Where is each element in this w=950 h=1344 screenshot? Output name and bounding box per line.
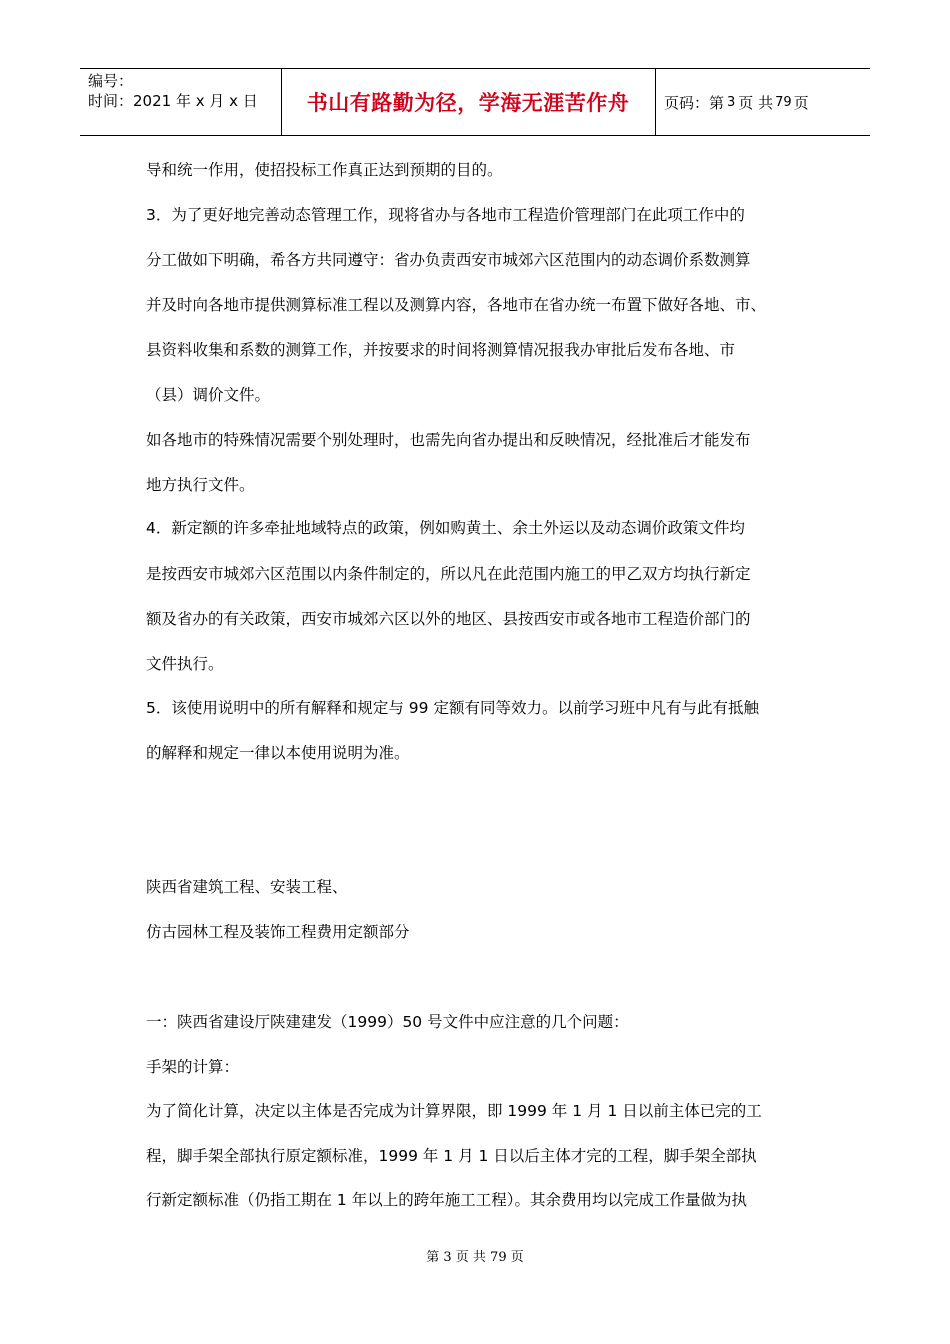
header-meta [80, 69, 281, 135]
document-date: 时间：2021 年 x 月 x 日 [88, 92, 258, 110]
page-label: 页码：第 [664, 93, 725, 112]
body-line: 地方执行文件。 [146, 476, 255, 494]
body-line: 导和统一作用，使招投标工作真正达到预期的目的。 [146, 161, 503, 179]
body-line: 并及时向各地市提供测算标准工程以及测算内容，各地市在省办统一布置下做好各地、市、 [146, 296, 767, 314]
page-mid-label: 页 共 [738, 93, 774, 112]
body-line: 5．该使用说明中的所有解释和规定与 99 定额有同等效力。以前学习班中凡有与此有抵触 [146, 699, 759, 717]
body-line: （县）调价文件。 [146, 386, 271, 404]
page-footer: 第 3 页 共 79 页 [426, 1250, 524, 1265]
body-line: 一：陕西省建设厅陕建建发（1999）50 号文件中应注意的几个问题： [146, 1013, 629, 1031]
section-title-line: 仿古园林工程及装饰工程费用定额部分 [146, 923, 410, 941]
section-title-line: 陕西省建筑工程、安装工程、 [146, 878, 348, 896]
document-number-label: 编号： [88, 72, 134, 90]
body-line: 程，脚手架全部执行原定额标准，1999 年 1 月 1 日以后主体才完的工程，脚手架全部执 [146, 1147, 757, 1165]
page-total: 79 [775, 94, 792, 110]
body-line: 是按西安市城郊六区范围以内条件制定的，所以凡在此范围内施工的甲乙双方均执行新定 [146, 565, 751, 583]
body-line: 分工做如下明确，希各方共同遵守：省办负责西安市城郊六区范围内的动态调价系数测算 [146, 251, 751, 269]
body-line: 如各地市的特殊情况需要个别处理时，也需先向省办提出和反映情况，经批准后才能发布 [146, 431, 751, 449]
header-page-info [656, 69, 870, 135]
body-line: 文件执行。 [146, 655, 224, 673]
body-line: 手架的计算： [146, 1058, 240, 1076]
body-line: 4．新定额的许多牵扯地域特点的政策，例如购黄土、余土外运以及动态调价政策文件均 [146, 519, 745, 537]
body-line: 额及省办的有关政策，西安市城郊六区以外的地区、县按西安市或各地市工程造价部门的 [146, 610, 751, 628]
page-current: 3 [727, 94, 736, 110]
page-header [80, 68, 870, 136]
body-line: 县资料收集和系数的测算工作，并按要求的时间将测算情况报我办审批后发布各地、市 [146, 341, 736, 359]
page-end-label: 页 [793, 93, 809, 112]
body-line: 为了简化计算，决定以主体是否完成为计算界限，即 1999 年 1 月 1 日以前主体已完的工 [146, 1102, 762, 1120]
header-motto: 书山有路勤为径，学海无涯苦作舟 [306, 91, 630, 115]
body-line: 3．为了更好地完善动态管理工作，现将省办与各地市工程造价管理部门在此项工作中的 [146, 206, 745, 224]
body-line: 的解释和规定一律以本使用说明为准。 [146, 744, 410, 762]
body-line: 行新定额标准（仍指工期在 1 年以上的跨年施工工程）。其余费用均以完成工作量做为执 [146, 1191, 747, 1209]
